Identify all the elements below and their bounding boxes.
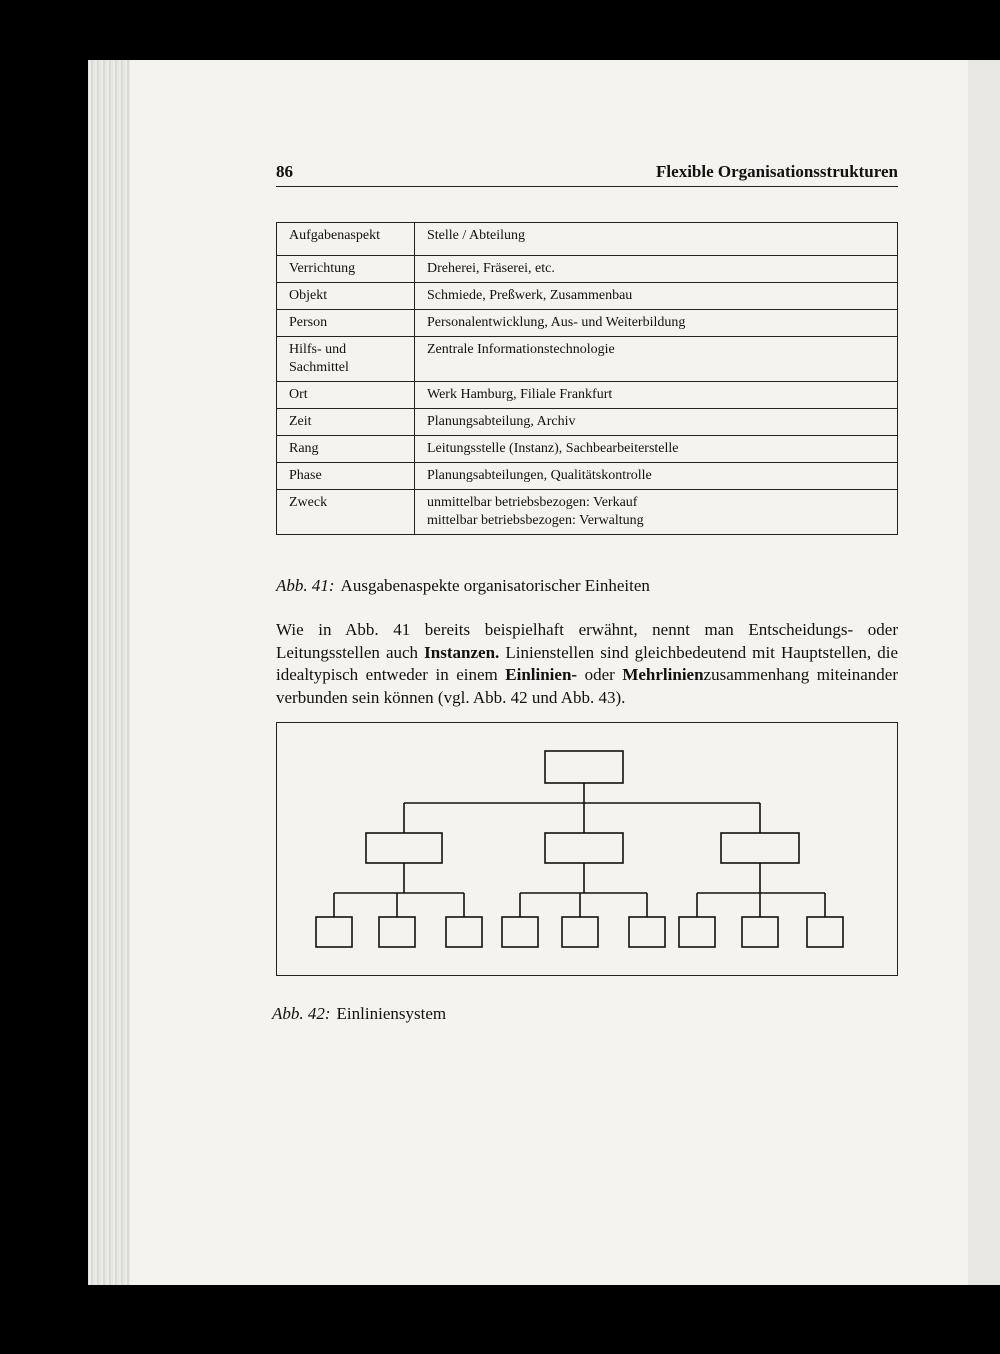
table-row	[277, 409, 898, 436]
bold-term: Instanzen.	[424, 642, 500, 662]
text-run: Linienstellen sind gleichbedeutend mit Hauptstellen, die idealtypisch entweder in einem	[276, 642, 898, 684]
caption-text: Ausgabenaspekte organisatorischer Einheiten	[340, 576, 650, 595]
org-node-leaf	[807, 917, 843, 947]
bold-term: Einlinien-	[505, 665, 578, 684]
body-paragraph	[276, 619, 898, 709]
column-header: Aufgabenaspekt	[277, 223, 415, 256]
table-row	[277, 436, 898, 463]
page-stack-edge	[88, 60, 130, 1285]
unit-cell: Schmiede, Preßwerk, Zusammenbau	[415, 283, 898, 310]
org-node-leaf	[629, 917, 665, 947]
unit-cell: Werk Hamburg, Filiale Frankfurt	[415, 382, 898, 409]
text-run: Wie in Abb. 41 bereits beispielhaft erwähnt, nennt man Entscheidungs- oder Leitungsstellen auch	[276, 620, 898, 662]
aspect-cell: Verrichtung	[277, 256, 415, 283]
table-row	[277, 310, 898, 337]
unit-cell: Zentrale Informationstechnologie	[415, 337, 898, 382]
aspect-line: Hilfs- und	[289, 342, 347, 357]
org-node-mid	[721, 833, 799, 863]
org-chart	[277, 723, 899, 977]
figure-caption-41	[276, 576, 650, 596]
table-row	[277, 256, 898, 283]
org-node-leaf	[446, 917, 482, 947]
text-run: zusammenhang miteinander verbunden sein können (vgl. Abb. 42 und Abb. 43).	[276, 665, 898, 707]
unit-cell: Leitungsstelle (Instanz), Sachbearbeiterstelle	[415, 436, 898, 463]
table-header-row	[277, 223, 898, 256]
figure-caption-42	[272, 1004, 446, 1024]
table-row	[277, 463, 898, 490]
org-node-leaf	[679, 917, 715, 947]
aspect-cell: Objekt	[277, 283, 415, 310]
table-row	[277, 490, 898, 535]
org-node-leaf	[316, 917, 352, 947]
text-run: oder	[577, 665, 623, 684]
caption-label: Abb. 41:	[276, 576, 335, 595]
unit-cell: Personalentwicklung, Aus- und Weiterbildung	[415, 310, 898, 337]
unit-line: mittelbar betriebsbezogen: Verwaltung	[427, 513, 644, 528]
aspect-cell: Zweck	[277, 490, 415, 535]
aspect-cell: Phase	[277, 463, 415, 490]
org-node-leaf	[742, 917, 778, 947]
column-header: Stelle / Abteilung	[415, 223, 898, 256]
aspect-line: Sachmittel	[289, 360, 349, 375]
unit-cell: Planungsabteilungen, Qualitätskontrolle	[415, 463, 898, 490]
aspect-cell	[277, 337, 415, 382]
table-row	[277, 337, 898, 382]
org-node-top	[545, 751, 623, 783]
aspect-cell: Rang	[277, 436, 415, 463]
org-node-mid	[545, 833, 623, 863]
unit-cell: Dreherei, Fräserei, etc.	[415, 256, 898, 283]
unit-line: unmittelbar betriebsbezogen: Verkauf	[427, 495, 638, 510]
org-node-leaf	[502, 917, 538, 947]
table-row	[277, 382, 898, 409]
org-node-leaf	[379, 917, 415, 947]
facing-page-edge	[968, 60, 1000, 1285]
page-number: 86	[276, 162, 293, 181]
unit-cell	[415, 490, 898, 535]
aspect-cell: Person	[277, 310, 415, 337]
unit-cell: Planungsabteilung, Archiv	[415, 409, 898, 436]
org-chart-figure	[276, 722, 898, 976]
org-node-leaf	[562, 917, 598, 947]
running-title: Flexible Organisationsstrukturen	[656, 162, 898, 181]
caption-label: Abb. 42:	[272, 1004, 331, 1023]
bold-term: Mehrlinien	[622, 665, 704, 684]
page-header	[276, 162, 898, 187]
aspect-cell: Zeit	[277, 409, 415, 436]
aspects-table	[276, 222, 898, 535]
caption-text: Einliniensystem	[336, 1004, 447, 1023]
aspect-cell: Ort	[277, 382, 415, 409]
org-node-mid	[366, 833, 442, 863]
table-row	[277, 283, 898, 310]
